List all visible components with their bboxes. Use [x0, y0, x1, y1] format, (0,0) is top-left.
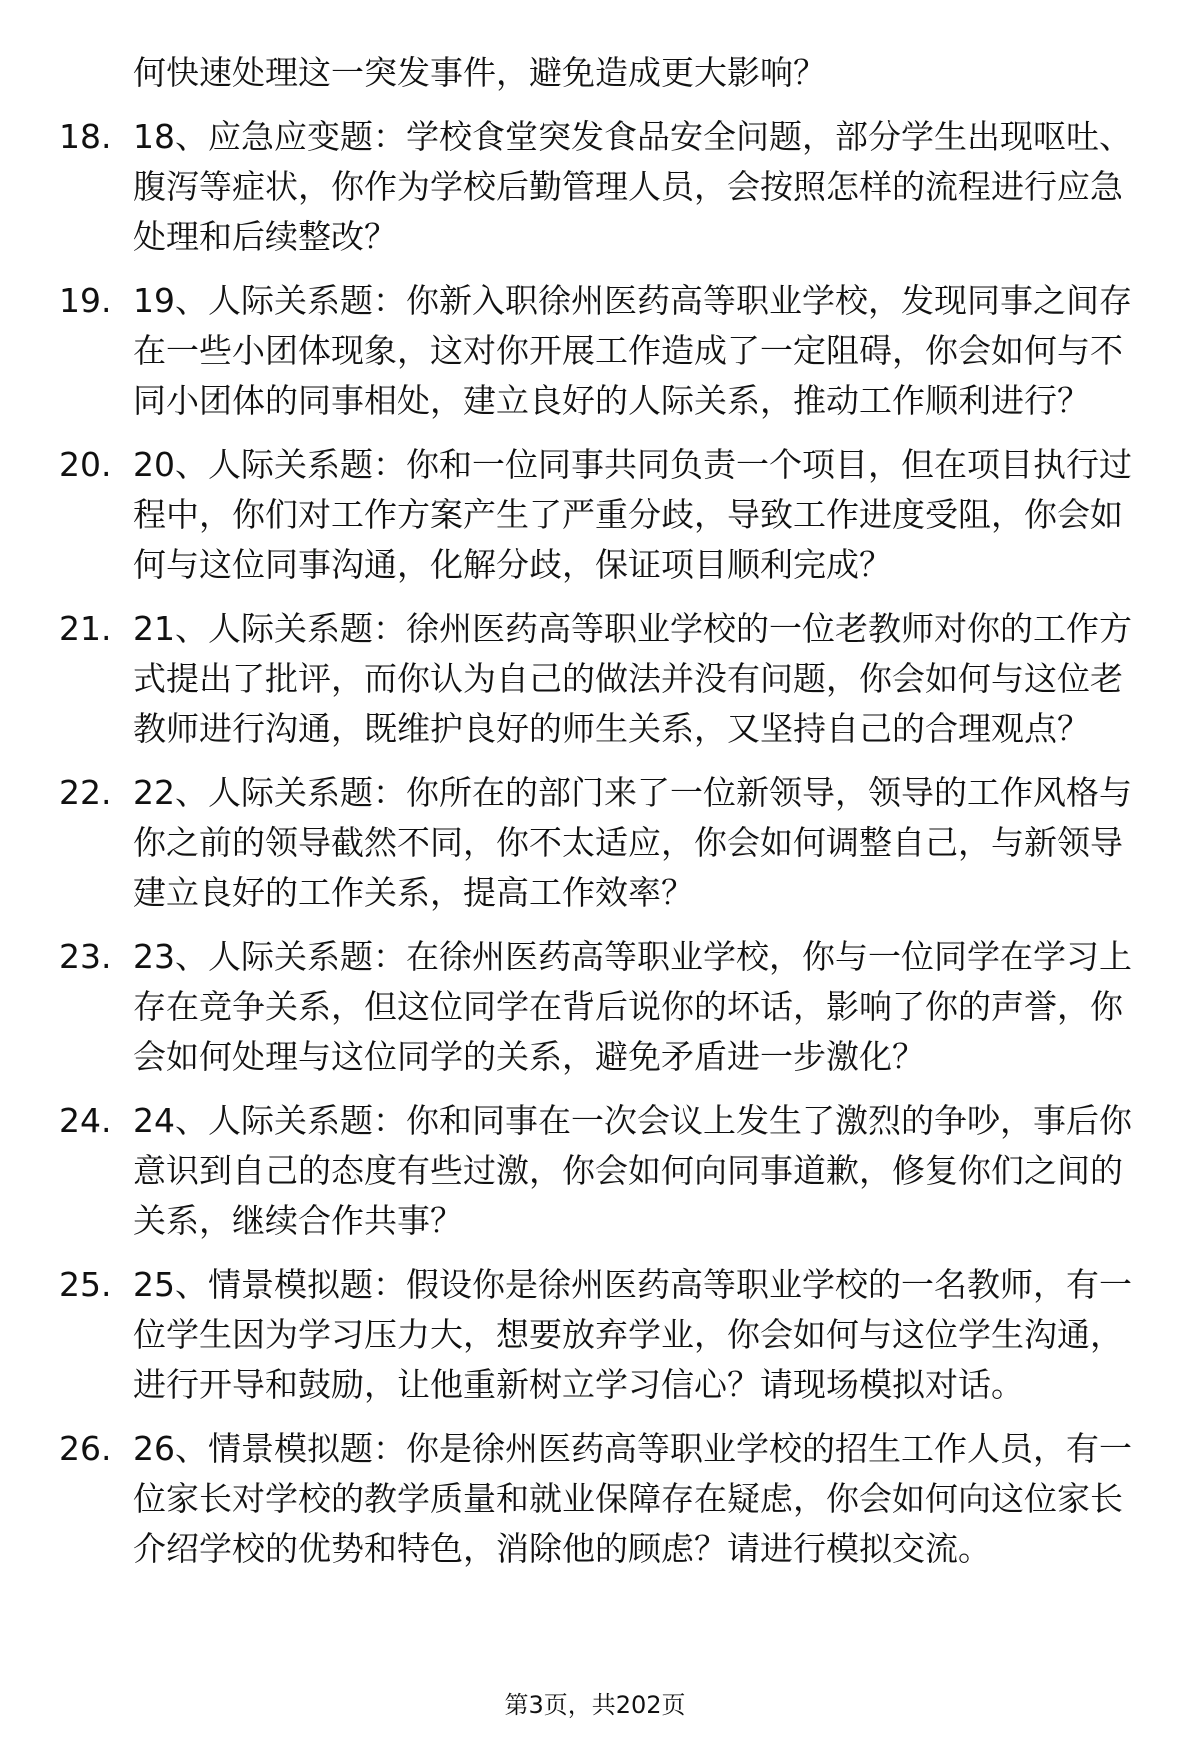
question-item	[0, 1260, 1190, 1410]
question-number: 21.	[59, 609, 112, 648]
question-number: 26.	[59, 1429, 112, 1468]
question-text: 23、人际关系题：在徐州医药高等职业学校，你与一位同学在学习上存在竞争关系，但这位同学在背后说你的坏话，影响了你的声誉，你会如何处理与这位同学的关系，避免矛盾进一步激化？	[133, 937, 1132, 1076]
question-item	[0, 440, 1190, 590]
question-number: 20.	[59, 445, 112, 484]
question-number: 19.	[59, 281, 112, 320]
question-list	[0, 112, 1190, 1588]
question-text: 20、人际关系题：你和一位同事共同负责一个项目，但在项目执行过程中，你们对工作方案产生了严重分歧，导致工作进度受阻，你会如何与这位同事沟通，化解分歧，保证项目顺利完成？	[133, 445, 1132, 584]
question-text: 22、人际关系题：你所在的部门来了一位新领导，领导的工作风格与你之前的领导截然不同，你不太适应，你会如何调整自己，与新领导建立良好的工作关系，提高工作效率？	[133, 773, 1132, 912]
question-text: 26、情景模拟题：你是徐州医药高等职业学校的招生工作人员，有一位家长对学校的教学质量和就业保障存在疑虑，你会如何向这位家长介绍学校的优势和特色，消除他的顾虑？请进行模拟交流。	[133, 1429, 1132, 1568]
question-number: 25.	[59, 1265, 112, 1304]
question-number: 22.	[59, 773, 112, 812]
question-item	[0, 1424, 1190, 1574]
question-text: 19、人际关系题：你新入职徐州医药高等职业学校，发现同事之间存在一些小团体现象，这对你开展工作造成了一定阻碍，你会如何与不同小团体的同事相处，建立良好的人际关系，推动工作顺利进行？	[133, 281, 1132, 420]
question-text: 21、人际关系题：徐州医药高等职业学校的一位老教师对你的工作方式提出了批评，而你认为自己的做法并没有问题，你会如何与这位老教师进行沟通，既维护良好的师生关系，又坚持自己的合理观点？	[133, 609, 1132, 748]
question-item	[0, 604, 1190, 754]
question-text: 18、应急应变题：学校食堂突发食品安全问题，部分学生出现呕吐、腹泻等症状，你作为学校后勤管理人员，会按照怎样的流程进行应急处理和后续整改？	[133, 117, 1132, 256]
question-number: 24.	[59, 1101, 112, 1140]
question-text: 25、情景模拟题：假设你是徐州医药高等职业学校的一名教师，有一位学生因为学习压力大，想要放弃学业，你会如何与这位学生沟通，进行开导和鼓励，让他重新树立学习信心？请现场模拟对话。	[133, 1265, 1132, 1404]
question-text: 24、人际关系题：你和同事在一次会议上发生了激烈的争吵，事后你意识到自己的态度有些过激，你会如何向同事道歉，修复你们之间的关系，继续合作共事？	[133, 1101, 1132, 1240]
question-item	[0, 768, 1190, 918]
question-item	[0, 112, 1190, 262]
question-number: 23.	[59, 937, 112, 976]
continuation-text: 何快速处理这一突发事件，避免造成更大影响？	[133, 53, 826, 92]
question-item	[0, 932, 1190, 1082]
question-number: 18.	[59, 117, 112, 156]
question-item	[0, 1096, 1190, 1246]
question-item	[0, 276, 1190, 426]
page-footer: 第3页，共202页	[504, 1691, 686, 1719]
